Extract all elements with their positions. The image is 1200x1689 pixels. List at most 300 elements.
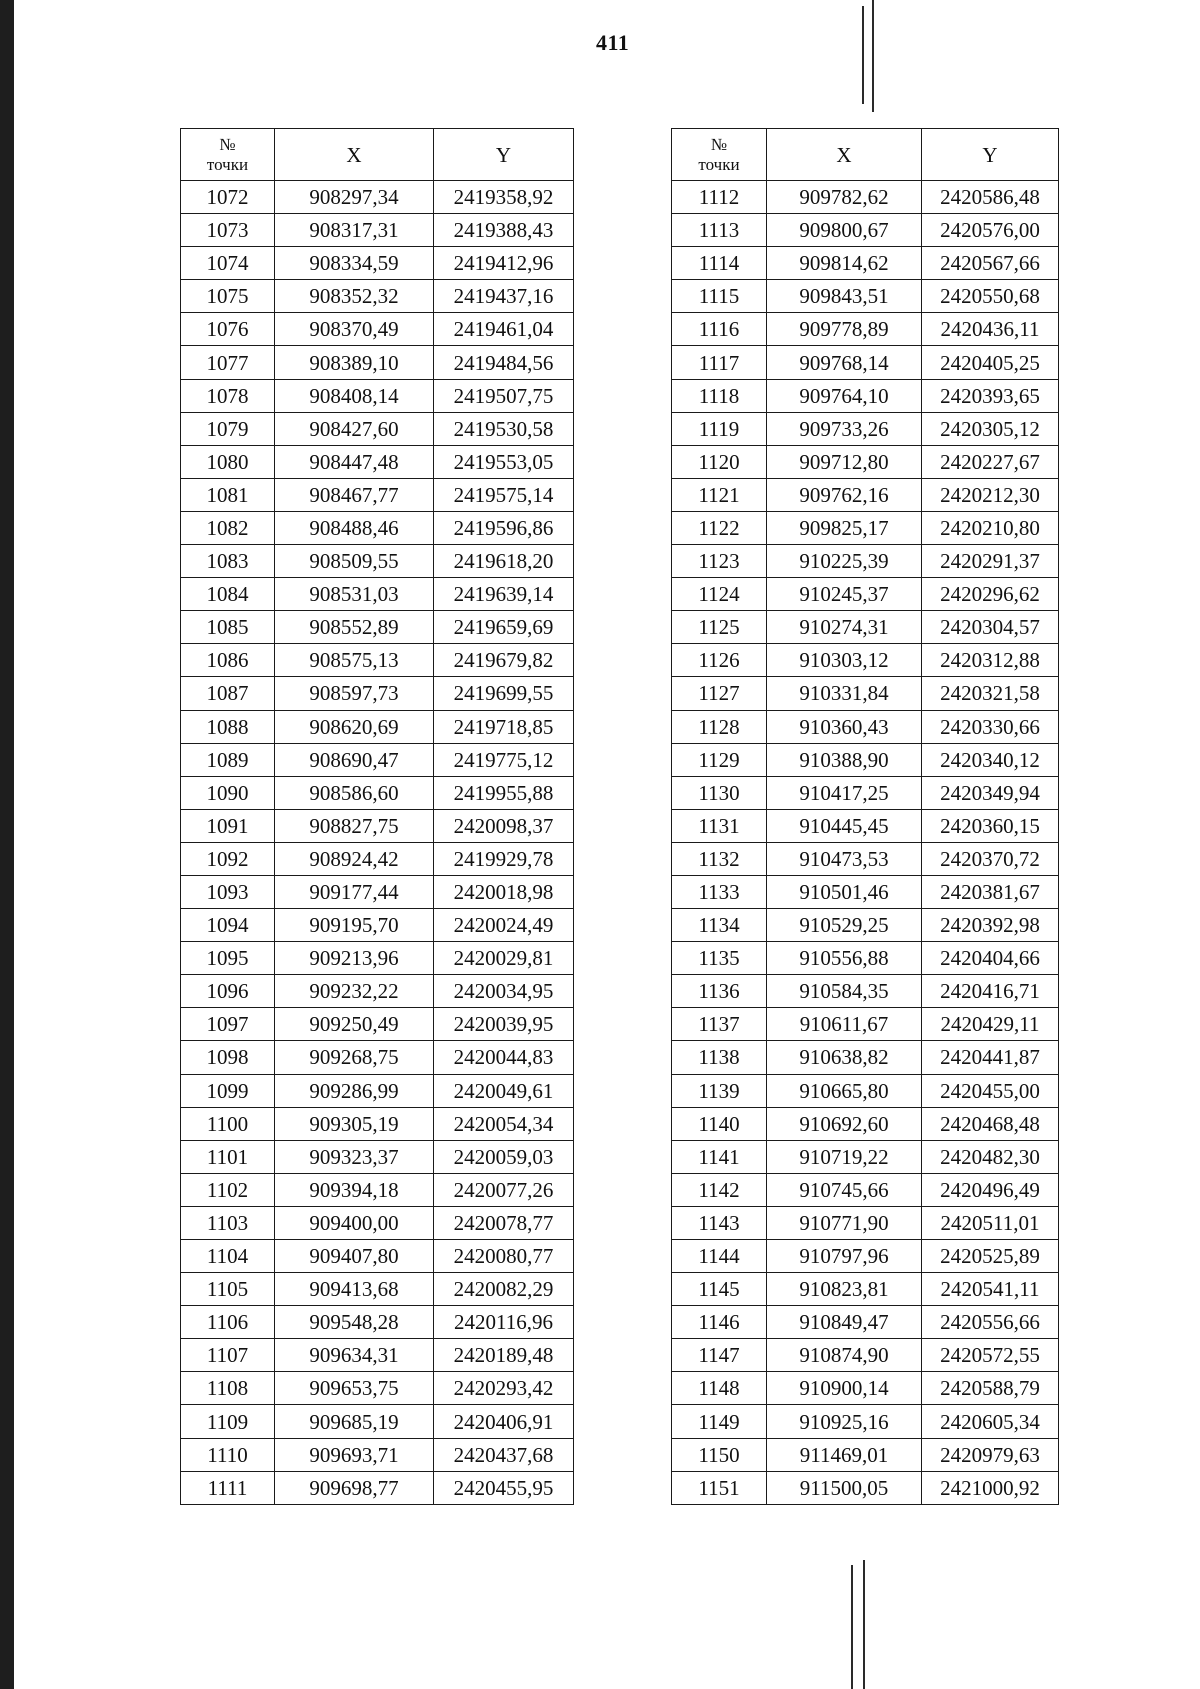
table-row: [181, 1372, 574, 1405]
cell-y: 2420018,98: [434, 875, 574, 908]
table-row: [181, 975, 574, 1008]
cell-point-number: 1110: [181, 1438, 275, 1471]
cell-x: 908924,42: [275, 842, 434, 875]
cell-y: 2419388,43: [434, 214, 574, 247]
table-row: [672, 214, 1059, 247]
cell-y: 2420080,77: [434, 1240, 574, 1273]
cell-point-number: 1147: [672, 1339, 767, 1372]
header-point-number: [672, 129, 767, 181]
cell-y: 2420550,68: [922, 280, 1059, 313]
cell-point-number: 1112: [672, 181, 767, 214]
cell-x: 910529,25: [767, 909, 922, 942]
table-row: [181, 412, 574, 445]
cell-x: 910797,96: [767, 1240, 922, 1273]
cell-x: 909394,18: [275, 1173, 434, 1206]
cell-y: 2420556,66: [922, 1306, 1059, 1339]
cell-y: 2420416,71: [922, 975, 1059, 1008]
table-row: [181, 181, 574, 214]
table-row: [181, 1438, 574, 1471]
cell-x: 909548,28: [275, 1306, 434, 1339]
table-row: [181, 346, 574, 379]
cell-point-number: 1111: [181, 1471, 275, 1504]
table-row: [672, 478, 1059, 511]
cell-point-number: 1088: [181, 710, 275, 743]
cell-point-number: 1134: [672, 909, 767, 942]
cell-point-number: 1079: [181, 412, 275, 445]
header-point-number-line1: №: [219, 134, 236, 154]
cell-point-number: 1081: [181, 478, 275, 511]
cell-y: 2420468,48: [922, 1107, 1059, 1140]
table-row: [672, 1206, 1059, 1239]
table-row: [181, 1074, 574, 1107]
cell-point-number: 1142: [672, 1173, 767, 1206]
cell-y: 2420436,11: [922, 313, 1059, 346]
cell-x: 910874,90: [767, 1339, 922, 1372]
cell-point-number: 1078: [181, 379, 275, 412]
table-row: [181, 1306, 574, 1339]
coordinates-table-right: [671, 128, 1059, 1505]
table-body-left: [181, 181, 574, 1505]
table-row: [181, 611, 574, 644]
cell-point-number: 1092: [181, 842, 275, 875]
cell-x: 908575,13: [275, 644, 434, 677]
binding-mark-top-1: [862, 6, 864, 104]
cell-x: 909698,77: [275, 1471, 434, 1504]
table-row: [181, 1405, 574, 1438]
cell-point-number: 1072: [181, 181, 275, 214]
table-row: [181, 1041, 574, 1074]
cell-point-number: 1114: [672, 247, 767, 280]
cell-y: 2420312,88: [922, 644, 1059, 677]
table-row: [672, 776, 1059, 809]
cell-x: 910360,43: [767, 710, 922, 743]
cell-y: 2420441,87: [922, 1041, 1059, 1074]
cell-point-number: 1098: [181, 1041, 275, 1074]
cell-y: 2420392,98: [922, 909, 1059, 942]
cell-y: 2420567,66: [922, 247, 1059, 280]
cell-y: 2420304,57: [922, 611, 1059, 644]
table-row: [672, 247, 1059, 280]
header-x: X: [275, 129, 434, 181]
cell-x: 908690,47: [275, 743, 434, 776]
cell-y: 2420605,34: [922, 1405, 1059, 1438]
table-row: [672, 1471, 1059, 1504]
cell-y: 2420360,15: [922, 809, 1059, 842]
table-row: [672, 743, 1059, 776]
cell-y: 2420039,95: [434, 1008, 574, 1041]
cell-x: 910849,47: [767, 1306, 922, 1339]
cell-x: 908597,73: [275, 677, 434, 710]
cell-y: 2420116,96: [434, 1306, 574, 1339]
cell-x: 909286,99: [275, 1074, 434, 1107]
cell-x: 909250,49: [275, 1008, 434, 1041]
cell-point-number: 1083: [181, 545, 275, 578]
cell-point-number: 1150: [672, 1438, 767, 1471]
cell-y: 2420227,67: [922, 445, 1059, 478]
cell-y: 2419679,82: [434, 644, 574, 677]
cell-x: 908488,46: [275, 511, 434, 544]
cell-point-number: 1105: [181, 1273, 275, 1306]
cell-x: 910900,14: [767, 1372, 922, 1405]
table-row: [672, 611, 1059, 644]
cell-x: 908827,75: [275, 809, 434, 842]
cell-y: 2420305,12: [922, 412, 1059, 445]
cell-y: 2420586,48: [922, 181, 1059, 214]
table-row: [181, 842, 574, 875]
cell-y: 2419718,85: [434, 710, 574, 743]
table-row: [181, 1107, 574, 1140]
cell-point-number: 1104: [181, 1240, 275, 1273]
cell-y: 2420429,11: [922, 1008, 1059, 1041]
cell-x: 908531,03: [275, 578, 434, 611]
table-row: [181, 511, 574, 544]
cell-y: 2420054,34: [434, 1107, 574, 1140]
cell-x: 909177,44: [275, 875, 434, 908]
cell-y: 2419659,69: [434, 611, 574, 644]
table-row: [181, 1008, 574, 1041]
table-row: [672, 1339, 1059, 1372]
table-row: [181, 379, 574, 412]
cell-point-number: 1125: [672, 611, 767, 644]
table-row: [181, 545, 574, 578]
cell-y: 2420455,95: [434, 1471, 574, 1504]
cell-x: 908408,14: [275, 379, 434, 412]
scan-left-edge: [0, 0, 14, 1689]
cell-y: 2419358,92: [434, 181, 574, 214]
cell-point-number: 1080: [181, 445, 275, 478]
cell-x: 909843,51: [767, 280, 922, 313]
cell-point-number: 1136: [672, 975, 767, 1008]
cell-x: 909634,31: [275, 1339, 434, 1372]
cell-y: 2420511,01: [922, 1206, 1059, 1239]
table-row: [672, 942, 1059, 975]
cell-point-number: 1139: [672, 1074, 767, 1107]
table-row: [672, 181, 1059, 214]
cell-x: 909778,89: [767, 313, 922, 346]
cell-y: 2420077,26: [434, 1173, 574, 1206]
cell-point-number: 1103: [181, 1206, 275, 1239]
cell-y: 2420059,03: [434, 1140, 574, 1173]
table-row: [672, 1173, 1059, 1206]
cell-x: 908620,69: [275, 710, 434, 743]
table-row: [672, 1372, 1059, 1405]
cell-x: 909693,71: [275, 1438, 434, 1471]
table-row: [672, 379, 1059, 412]
table-row: [672, 710, 1059, 743]
table-row: [672, 809, 1059, 842]
cell-point-number: 1120: [672, 445, 767, 478]
table-row: [672, 511, 1059, 544]
cell-y: 2419955,88: [434, 776, 574, 809]
table-row: [181, 247, 574, 280]
cell-point-number: 1102: [181, 1173, 275, 1206]
cell-point-number: 1145: [672, 1273, 767, 1306]
cell-y: 2420189,48: [434, 1339, 574, 1372]
cell-y: 2419929,78: [434, 842, 574, 875]
cell-y: 2419699,55: [434, 677, 574, 710]
cell-x: 909814,62: [767, 247, 922, 280]
table-body-right: [672, 181, 1059, 1505]
cell-y: 2420340,12: [922, 743, 1059, 776]
cell-y: 2420406,91: [434, 1405, 574, 1438]
cell-x: 910445,45: [767, 809, 922, 842]
cell-x: 910665,80: [767, 1074, 922, 1107]
cell-y: 2420437,68: [434, 1438, 574, 1471]
table-row: [672, 1438, 1059, 1471]
table-row: [181, 1173, 574, 1206]
cell-point-number: 1131: [672, 809, 767, 842]
cell-y: 2419618,20: [434, 545, 574, 578]
cell-point-number: 1082: [181, 511, 275, 544]
table-row: [672, 346, 1059, 379]
cell-x: 910611,67: [767, 1008, 922, 1041]
cell-y: 2421000,92: [922, 1471, 1059, 1504]
cell-x: 909232,22: [275, 975, 434, 1008]
table-row: [181, 1471, 574, 1504]
cell-point-number: 1100: [181, 1107, 275, 1140]
table-row: [181, 909, 574, 942]
cell-y: 2420034,95: [434, 975, 574, 1008]
table-row: [672, 412, 1059, 445]
cell-point-number: 1093: [181, 875, 275, 908]
cell-y: 2419412,96: [434, 247, 574, 280]
cell-point-number: 1128: [672, 710, 767, 743]
cell-x: 910719,22: [767, 1140, 922, 1173]
table-row: [672, 1405, 1059, 1438]
cell-y: 2420078,77: [434, 1206, 574, 1239]
table-row: [181, 445, 574, 478]
cell-x: 910823,81: [767, 1273, 922, 1306]
cell-x: 910473,53: [767, 842, 922, 875]
cell-x: 910388,90: [767, 743, 922, 776]
table-row: [181, 1240, 574, 1273]
cell-point-number: 1073: [181, 214, 275, 247]
cell-x: 908427,60: [275, 412, 434, 445]
cell-x: 908352,32: [275, 280, 434, 313]
cell-x: 911500,05: [767, 1471, 922, 1504]
table-row: [181, 1273, 574, 1306]
cell-point-number: 1109: [181, 1405, 275, 1438]
cell-y: 2420455,00: [922, 1074, 1059, 1107]
cell-x: 909762,16: [767, 478, 922, 511]
cell-y: 2420541,11: [922, 1273, 1059, 1306]
cell-point-number: 1099: [181, 1074, 275, 1107]
table-row: [672, 280, 1059, 313]
table-header-row: [672, 129, 1059, 181]
cell-x: 909413,68: [275, 1273, 434, 1306]
cell-point-number: 1091: [181, 809, 275, 842]
table-row: [672, 313, 1059, 346]
table-row: [672, 445, 1059, 478]
cell-point-number: 1076: [181, 313, 275, 346]
table-row: [672, 1074, 1059, 1107]
table-row: [181, 1206, 574, 1239]
cell-y: 2419484,56: [434, 346, 574, 379]
cell-x: 908467,77: [275, 478, 434, 511]
table-row: [181, 313, 574, 346]
cell-y: 2420525,89: [922, 1240, 1059, 1273]
cell-x: 908509,55: [275, 545, 434, 578]
cell-y: 2420370,72: [922, 842, 1059, 875]
cell-x: 908552,89: [275, 611, 434, 644]
cell-x: 910331,84: [767, 677, 922, 710]
cell-y: 2420321,58: [922, 677, 1059, 710]
cell-x: 909825,17: [767, 511, 922, 544]
cell-point-number: 1135: [672, 942, 767, 975]
cell-y: 2420349,94: [922, 776, 1059, 809]
cell-x: 909195,70: [275, 909, 434, 942]
table-header-row: [181, 129, 574, 181]
table-row: [181, 1140, 574, 1173]
cell-y: 2420330,66: [922, 710, 1059, 743]
cell-y: 2420029,81: [434, 942, 574, 975]
cell-x: 910692,60: [767, 1107, 922, 1140]
cell-point-number: 1116: [672, 313, 767, 346]
cell-y: 2420979,63: [922, 1438, 1059, 1471]
cell-x: 910584,35: [767, 975, 922, 1008]
cell-point-number: 1097: [181, 1008, 275, 1041]
table-row: [181, 809, 574, 842]
cell-x: 910274,31: [767, 611, 922, 644]
cell-x: 909782,62: [767, 181, 922, 214]
table-row: [672, 875, 1059, 908]
table-row: [672, 1140, 1059, 1173]
cell-point-number: 1094: [181, 909, 275, 942]
cell-x: 908334,59: [275, 247, 434, 280]
cell-y: 2420291,37: [922, 545, 1059, 578]
cell-y: 2420482,30: [922, 1140, 1059, 1173]
cell-point-number: 1151: [672, 1471, 767, 1504]
cell-point-number: 1132: [672, 842, 767, 875]
coordinates-table-left: [180, 128, 574, 1505]
cell-point-number: 1146: [672, 1306, 767, 1339]
cell-y: 2419596,86: [434, 511, 574, 544]
cell-x: 910638,82: [767, 1041, 922, 1074]
cell-y: 2420293,42: [434, 1372, 574, 1405]
cell-x: 908317,31: [275, 214, 434, 247]
table-row: [181, 677, 574, 710]
table-row: [672, 1306, 1059, 1339]
cell-point-number: 1121: [672, 478, 767, 511]
cell-y: 2420404,66: [922, 942, 1059, 975]
cell-y: 2420296,62: [922, 578, 1059, 611]
cell-x: 909768,14: [767, 346, 922, 379]
cell-x: 908370,49: [275, 313, 434, 346]
cell-y: 2420381,67: [922, 875, 1059, 908]
cell-point-number: 1129: [672, 743, 767, 776]
table-row: [181, 578, 574, 611]
cell-x: 910501,46: [767, 875, 922, 908]
table-row: [672, 909, 1059, 942]
table-row: [181, 644, 574, 677]
table-row: [672, 644, 1059, 677]
cell-point-number: 1140: [672, 1107, 767, 1140]
cell-x: 909407,80: [275, 1240, 434, 1273]
header-y: Y: [922, 129, 1059, 181]
table-row: [672, 1008, 1059, 1041]
binding-mark-bottom-2: [863, 1560, 865, 1689]
binding-mark-bottom-1: [851, 1565, 853, 1689]
cell-y: 2420082,29: [434, 1273, 574, 1306]
cell-x: 909268,75: [275, 1041, 434, 1074]
cell-x: 909764,10: [767, 379, 922, 412]
table-row: [672, 975, 1059, 1008]
cell-x: 911469,01: [767, 1438, 922, 1471]
cell-y: 2419507,75: [434, 379, 574, 412]
table-row: [672, 1273, 1059, 1306]
cell-y: 2419553,05: [434, 445, 574, 478]
cell-y: 2420210,80: [922, 511, 1059, 544]
cell-point-number: 1133: [672, 875, 767, 908]
cell-point-number: 1126: [672, 644, 767, 677]
cell-point-number: 1123: [672, 545, 767, 578]
table-row: [181, 942, 574, 975]
cell-x: 908389,10: [275, 346, 434, 379]
cell-y: 2420044,83: [434, 1041, 574, 1074]
cell-point-number: 1075: [181, 280, 275, 313]
header-point-number-line2: точки: [698, 154, 740, 174]
cell-x: 909213,96: [275, 942, 434, 975]
cell-x: 910925,16: [767, 1405, 922, 1438]
table-row: [181, 710, 574, 743]
cell-point-number: 1141: [672, 1140, 767, 1173]
cell-y: 2420572,55: [922, 1339, 1059, 1372]
cell-point-number: 1119: [672, 412, 767, 445]
cell-point-number: 1106: [181, 1306, 275, 1339]
cell-point-number: 1089: [181, 743, 275, 776]
cell-point-number: 1113: [672, 214, 767, 247]
table-row: [672, 677, 1059, 710]
cell-point-number: 1124: [672, 578, 767, 611]
cell-point-number: 1127: [672, 677, 767, 710]
cell-y: 2420496,49: [922, 1173, 1059, 1206]
cell-x: 910745,66: [767, 1173, 922, 1206]
cell-x: 910245,37: [767, 578, 922, 611]
table-row: [181, 743, 574, 776]
cell-point-number: 1130: [672, 776, 767, 809]
cell-point-number: 1149: [672, 1405, 767, 1438]
cell-point-number: 1077: [181, 346, 275, 379]
cell-y: 2419575,14: [434, 478, 574, 511]
cell-x: 909733,26: [767, 412, 922, 445]
cell-point-number: 1086: [181, 644, 275, 677]
table-row: [672, 545, 1059, 578]
cell-point-number: 1096: [181, 975, 275, 1008]
table-row: [181, 478, 574, 511]
table-row: [181, 214, 574, 247]
cell-y: 2420405,25: [922, 346, 1059, 379]
cell-point-number: 1148: [672, 1372, 767, 1405]
cell-x: 910225,39: [767, 545, 922, 578]
cell-point-number: 1118: [672, 379, 767, 412]
cell-x: 908586,60: [275, 776, 434, 809]
cell-y: 2420588,79: [922, 1372, 1059, 1405]
table-row: [672, 1240, 1059, 1273]
cell-point-number: 1085: [181, 611, 275, 644]
cell-x: 909323,37: [275, 1140, 434, 1173]
page-number: 411: [596, 30, 630, 55]
table-row: [672, 578, 1059, 611]
cell-x: 910556,88: [767, 942, 922, 975]
cell-y: 2420212,30: [922, 478, 1059, 511]
cell-y: 2420049,61: [434, 1074, 574, 1107]
cell-y: 2420393,65: [922, 379, 1059, 412]
cell-x: 910771,90: [767, 1206, 922, 1239]
cell-y: 2419437,16: [434, 280, 574, 313]
cell-x: 909800,67: [767, 214, 922, 247]
cell-y: 2419639,14: [434, 578, 574, 611]
cell-point-number: 1144: [672, 1240, 767, 1273]
